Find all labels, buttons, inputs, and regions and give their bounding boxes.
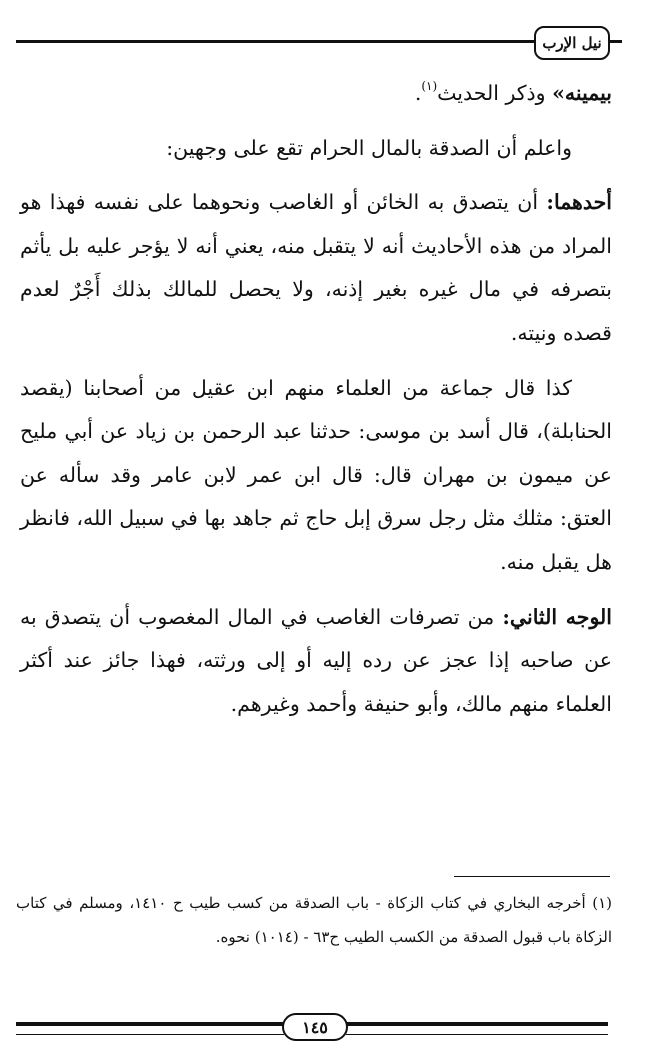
page-number: ١٤٥ (282, 1013, 348, 1041)
footer-rule-right (346, 1022, 608, 1035)
p5-bold: الوجه الثاني: (502, 604, 612, 629)
p1-text: وذكر الحديث (437, 81, 553, 105)
paragraph-5 (20, 596, 612, 727)
running-title: نيل الإرب (534, 26, 610, 60)
paragraph-2: واعلم أن الصدقة بالمال الحرام تقع على وجهين: (166, 135, 572, 160)
p3-bold: أحدهما: (546, 190, 612, 215)
footer-rule-left (16, 1022, 284, 1035)
paragraph-3 (20, 181, 612, 355)
p1-end: . (414, 81, 422, 105)
paragraph-4: كذا قال جماعة من العلماء منهم ابن عقيل من أصحابنا (يقصد الحنابلة)، قال أسد بن موسى: حدثنا عبد الرحمن بن زياد عن أبي مليح عن ميمون بن مهران قال: قال ابن عمر لابن عامر وقد سأله عن العتق: مثلك مثل رجل سرق إبل حاج ثم جاهد بها في سبيل الله، فانظر هل يقبل منه. (20, 375, 612, 574)
p1-bold: بيمينه» (552, 81, 612, 105)
header-rule-right (610, 40, 622, 43)
footnote-ref[interactable]: (١) (421, 79, 438, 93)
paragraph-1 (20, 72, 612, 116)
footnote-text: (١) أخرجه البخاري في كتاب الزكاة - باب الصدقة من كسب طيب ح ١٤١٠، ومسلم في كتاب الزكاة باب قبول الصدقة من الكسب الطيب ح٦٣ - (١٠١٤) نحوه. (16, 894, 612, 946)
body-text (20, 72, 612, 726)
footnote-rule (454, 876, 610, 877)
p3-text: أن يتصدق به الخائن أو الغاصب ونحوهما على نفسه فهذا هو المراد من هذه الأحاديث أنه لا يتقبل منه، يعني أنه لا يؤجر عليه بل يأثم بتصرفه في مال غيره بغير إذنه، ولا يحصل للمالك بذلك أَجْرٌ لعدم قصده ونيته. (20, 190, 612, 345)
p5-text: من تصرفات الغاصب في المال المغصوب أن يتصدق به عن صاحبه إذا عجز عن رده إليه أو إلى ورثته، فهذا جائز عند أكثر العلماء منهم مالك، وأبو حنيفة وأحمد وغيرهم. (20, 604, 612, 716)
footnote (16, 886, 612, 954)
header-rule (16, 40, 534, 43)
